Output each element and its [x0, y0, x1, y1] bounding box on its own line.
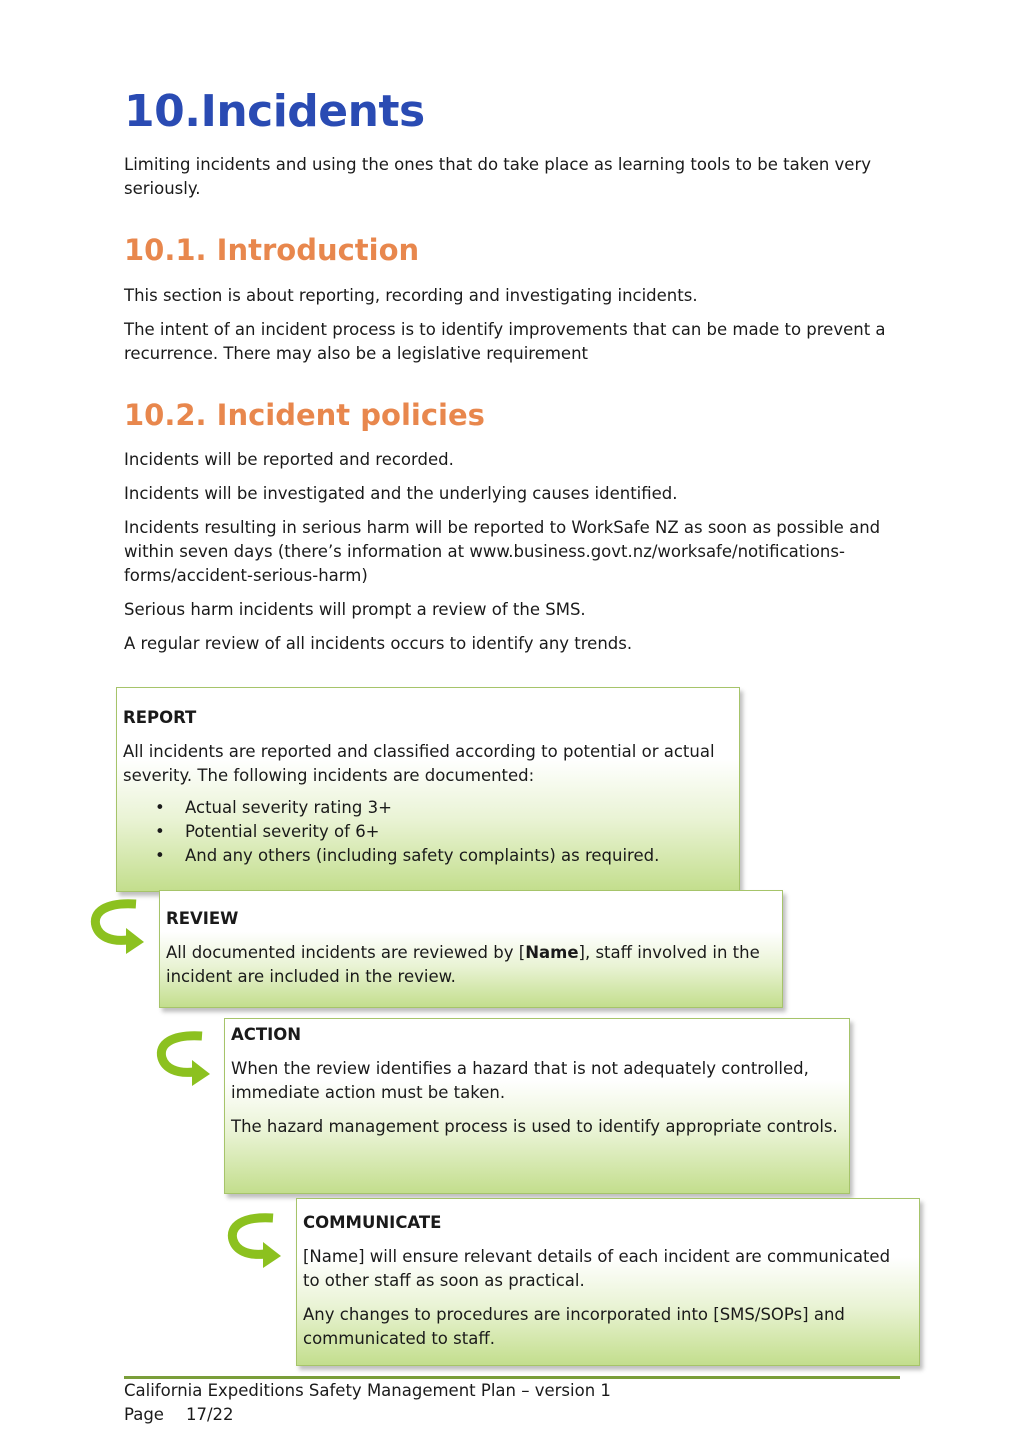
communicate-box: [296, 1198, 920, 1366]
review-box: [159, 890, 783, 1008]
action-para-1: When the review identifies a hazard that is not adequately controlled, immediate action must be taken.: [231, 1059, 809, 1102]
action-para-2: The hazard management process is used to identify appropriate controls.: [231, 1117, 838, 1136]
section-2-para-4: Serious harm incidents will prompt a review of the SMS.: [124, 600, 586, 619]
report-title: REPORT: [123, 708, 197, 727]
curved-arrow-icon: [225, 1210, 285, 1270]
section-1-title: 10.1. Introduction: [124, 233, 420, 267]
page-heading: 10.Incidents: [124, 86, 425, 137]
footer-page-label: Page: [124, 1405, 164, 1424]
review-title: REVIEW: [166, 909, 239, 928]
section-2-title: 10.2. Incident policies: [124, 398, 485, 432]
section-1-para-1: This section is about reporting, recording and investigating incidents.: [124, 286, 698, 305]
report-text: All incidents are reported and classified according to potential or actual severity. The following incidents are documented:: [123, 742, 715, 785]
communicate-para-1: [Name] will ensure relevant details of each incident are communicated to other staff as soon as practical.: [303, 1247, 891, 1290]
section-2-para-5: A regular review of all incidents occurs to identify any trends.: [124, 634, 633, 653]
review-text: All documented incidents are reviewed by [Name], staff involved in the incident are included in the review.: [166, 943, 760, 986]
section-2-para-1: Incidents will be reported and recorded.: [124, 450, 454, 469]
action-title: ACTION: [231, 1025, 302, 1044]
section-2-para-3: Incidents resulting in serious harm will be reported to WorkSafe NZ as soon as possible and within seven days (there’s information at www.business.govt.nz/worksafe/notifications-forms/accident-serious-harm): [124, 518, 881, 585]
intro-text: Limiting incidents and using the ones that do take place as learning tools to be taken very seriously.: [124, 155, 872, 198]
footer-page-number: 17/22: [186, 1405, 234, 1424]
section-2-para-2: Incidents will be investigated and the underlying causes identified.: [124, 484, 678, 503]
curved-arrow-icon: [154, 1028, 214, 1088]
report-box: [116, 687, 740, 892]
list-item: • And any others (including safety complaints) as required.: [155, 846, 660, 865]
list-item: • Actual severity rating 3+: [155, 798, 392, 817]
action-box: [224, 1018, 850, 1194]
communicate-title: COMMUNICATE: [303, 1213, 442, 1232]
section-1-para-2: The intent of an incident process is to identify improvements that can be made to prevent a recurrence. There may also be a legislative requirement: [124, 320, 886, 363]
list-item: • Potential severity of 6+: [155, 822, 380, 841]
curved-arrow-icon: [88, 896, 148, 956]
communicate-para-2: Any changes to procedures are incorporated into [SMS/SOPs] and communicated to staff.: [303, 1305, 845, 1348]
report-bullet-list: [123, 796, 731, 868]
footer-doc-title: California Expeditions Safety Management Plan – version 1: [124, 1381, 611, 1400]
